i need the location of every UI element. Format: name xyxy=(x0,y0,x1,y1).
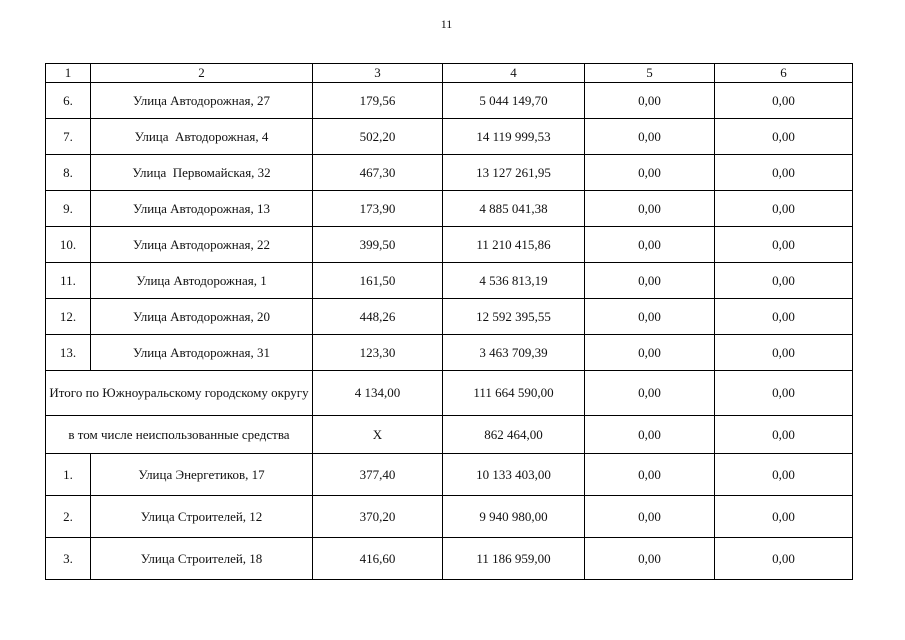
cell-col5: 0,00 xyxy=(585,263,715,299)
row-number: 7. xyxy=(46,119,91,155)
cell-col5: 0,00 xyxy=(585,538,715,580)
cell-col4: 11 210 415,86 xyxy=(443,227,585,263)
address-cell: Улица Строителей, 12 xyxy=(91,496,313,538)
cell-col6: 0,00 xyxy=(715,371,853,416)
cell-col3: 448,26 xyxy=(313,299,443,335)
table-row xyxy=(46,454,853,496)
cell-col6: 0,00 xyxy=(715,119,853,155)
cell-col6: 0,00 xyxy=(715,335,853,371)
cell-col5: 0,00 xyxy=(585,227,715,263)
cell-col4: 14 119 999,53 xyxy=(443,119,585,155)
table-row xyxy=(46,263,853,299)
cell-col3: 502,20 xyxy=(313,119,443,155)
cell-col3: 416,60 xyxy=(313,538,443,580)
address-cell: Улица Автодорожная, 1 xyxy=(91,263,313,299)
address-cell: Улица Автодорожная, 13 xyxy=(91,191,313,227)
unused-funds-label: в том числе неиспользованные средства xyxy=(46,416,313,454)
column-header: 5 xyxy=(585,64,715,83)
cell-col5: 0,00 xyxy=(585,416,715,454)
total-row xyxy=(46,371,853,416)
table-row xyxy=(46,155,853,191)
table-row xyxy=(46,227,853,263)
cell-col6: 0,00 xyxy=(715,263,853,299)
cell-col6: 0,00 xyxy=(715,227,853,263)
table-row xyxy=(46,83,853,119)
table-row xyxy=(46,191,853,227)
table-row xyxy=(46,119,853,155)
cell-col5: 0,00 xyxy=(585,496,715,538)
row-number: 3. xyxy=(46,538,91,580)
cell-col6: 0,00 xyxy=(715,454,853,496)
cell-col3: 4 134,00 xyxy=(313,371,443,416)
cell-col4: 862 464,00 xyxy=(443,416,585,454)
cell-col6: 0,00 xyxy=(715,416,853,454)
address-cell: Улица Автодорожная, 31 xyxy=(91,335,313,371)
cell-col5: 0,00 xyxy=(585,371,715,416)
cell-col6: 0,00 xyxy=(715,538,853,580)
row-number: 8. xyxy=(46,155,91,191)
cell-col5: 0,00 xyxy=(585,299,715,335)
row-number: 13. xyxy=(46,335,91,371)
row-number: 10. xyxy=(46,227,91,263)
data-table xyxy=(45,63,853,580)
cell-col3: 399,50 xyxy=(313,227,443,263)
cell-col3: 123,30 xyxy=(313,335,443,371)
total-label: Итого по Южноуральскому городскому округу xyxy=(46,371,313,416)
row-number: 6. xyxy=(46,83,91,119)
cell-col5: 0,00 xyxy=(585,155,715,191)
row-number: 11. xyxy=(46,263,91,299)
cell-col3: Х xyxy=(313,416,443,454)
address-cell: Улица Автодорожная, 22 xyxy=(91,227,313,263)
cell-col6: 0,00 xyxy=(715,83,853,119)
cell-col5: 0,00 xyxy=(585,83,715,119)
cell-col6: 0,00 xyxy=(715,155,853,191)
row-number: 2. xyxy=(46,496,91,538)
cell-col3: 173,90 xyxy=(313,191,443,227)
table-row xyxy=(46,299,853,335)
address-cell: Улица Первомайская, 32 xyxy=(91,155,313,191)
cell-col3: 179,56 xyxy=(313,83,443,119)
address-cell: Улица Энергетиков, 17 xyxy=(91,454,313,496)
header-row xyxy=(46,64,853,83)
cell-col5: 0,00 xyxy=(585,335,715,371)
cell-col3: 377,40 xyxy=(313,454,443,496)
cell-col4: 12 592 395,55 xyxy=(443,299,585,335)
row-number: 9. xyxy=(46,191,91,227)
cell-col6: 0,00 xyxy=(715,496,853,538)
address-cell: Улица Автодорожная, 20 xyxy=(91,299,313,335)
cell-col4: 4 536 813,19 xyxy=(443,263,585,299)
cell-col4: 4 885 041,38 xyxy=(443,191,585,227)
cell-col4: 111 664 590,00 xyxy=(443,371,585,416)
cell-col6: 0,00 xyxy=(715,299,853,335)
address-cell: Улица Строителей, 18 xyxy=(91,538,313,580)
cell-col3: 370,20 xyxy=(313,496,443,538)
column-header: 2 xyxy=(91,64,313,83)
cell-col3: 161,50 xyxy=(313,263,443,299)
cell-col4: 9 940 980,00 xyxy=(443,496,585,538)
address-cell: Улица Автодорожная, 4 xyxy=(91,119,313,155)
address-cell: Улица Автодорожная, 27 xyxy=(91,83,313,119)
cell-col4: 3 463 709,39 xyxy=(443,335,585,371)
column-header: 3 xyxy=(313,64,443,83)
table-row xyxy=(46,538,853,580)
cell-col5: 0,00 xyxy=(585,191,715,227)
cell-col4: 11 186 959,00 xyxy=(443,538,585,580)
column-header: 6 xyxy=(715,64,853,83)
column-header: 1 xyxy=(46,64,91,83)
cell-col4: 5 044 149,70 xyxy=(443,83,585,119)
cell-col3: 467,30 xyxy=(313,155,443,191)
table-row xyxy=(46,335,853,371)
row-number: 1. xyxy=(46,454,91,496)
page-number: 11 xyxy=(440,17,453,31)
cell-col6: 0,00 xyxy=(715,191,853,227)
cell-col4: 13 127 261,95 xyxy=(443,155,585,191)
table-row xyxy=(46,496,853,538)
cell-col5: 0,00 xyxy=(585,119,715,155)
row-number: 12. xyxy=(46,299,91,335)
unused-funds-row xyxy=(46,416,853,454)
cell-col5: 0,00 xyxy=(585,454,715,496)
column-header: 4 xyxy=(443,64,585,83)
cell-col4: 10 133 403,00 xyxy=(443,454,585,496)
